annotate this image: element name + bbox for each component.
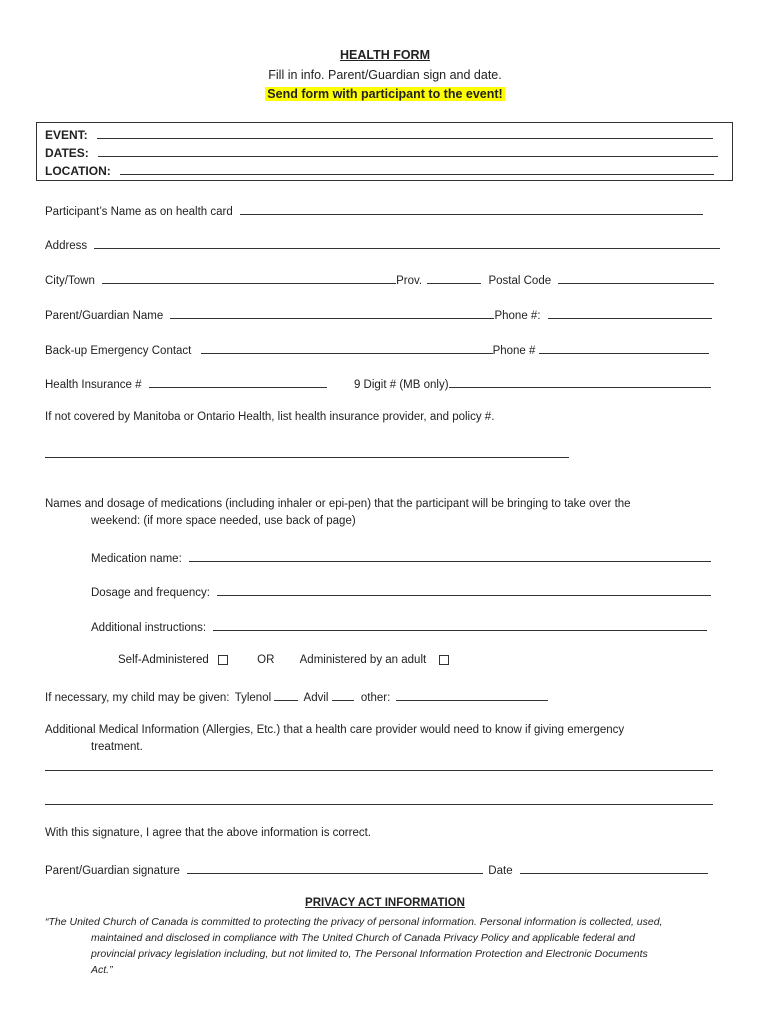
signature-field[interactable]	[187, 862, 483, 874]
dates-row	[45, 145, 718, 160]
dosage-field[interactable]	[217, 584, 711, 596]
signature-label: Parent/Guardian signature	[45, 865, 180, 877]
health-insurance-label: Health Insurance #	[45, 379, 142, 391]
or-label: OR	[257, 654, 275, 666]
form-instructions: Fill in info. Parent/Guardian sign and date.	[268, 68, 502, 82]
medication-name-label: Medication name:	[91, 553, 182, 565]
additional-instructions-label: Additional instructions:	[91, 622, 207, 634]
signature-agreement: With this signature, I agree that the above information is correct.	[45, 827, 371, 839]
advil-label: Advil	[303, 692, 329, 704]
location-label: LOCATION:	[45, 164, 111, 178]
dates-field[interactable]	[98, 145, 718, 157]
nine-digit-label: 9 Digit # (MB only)	[353, 379, 449, 391]
backup-contact-label: Back-up Emergency Contact	[45, 345, 192, 357]
address-field[interactable]	[94, 237, 720, 249]
other-field[interactable]	[396, 689, 548, 701]
city-row	[45, 272, 714, 287]
additional-info-row1	[45, 759, 713, 774]
otc-row	[45, 689, 548, 704]
additional-instructions-field[interactable]	[213, 619, 707, 631]
self-administered-label: Self-Administered	[118, 654, 209, 666]
participant-name-field[interactable]	[240, 203, 703, 215]
additional-instructions-row	[91, 619, 707, 634]
backup-contact-row	[45, 342, 709, 357]
send-form-notice	[0, 87, 770, 101]
nine-digit-field[interactable]	[449, 376, 711, 388]
advil-field[interactable]	[332, 689, 354, 701]
insurance-provider-row	[45, 446, 569, 461]
backup-phone-field[interactable]	[539, 342, 709, 354]
backup-contact-field[interactable]	[201, 342, 493, 354]
form-title: HEALTH FORM	[339, 48, 431, 62]
tylenol-field[interactable]	[274, 689, 298, 701]
guardian-phone-label: Phone #:	[494, 310, 541, 322]
adult-administered-label: Administered by an adult	[299, 654, 427, 666]
self-administered-checkbox[interactable]	[218, 655, 228, 665]
medication-name-field[interactable]	[189, 550, 711, 562]
medications-intro-line1: Names and dosage of medications (including inhaler or epi-pen) that the participant will be bringing to take over the	[45, 498, 631, 510]
prov-field[interactable]	[427, 272, 481, 284]
location-row	[45, 163, 714, 178]
location-field[interactable]	[120, 163, 714, 175]
address-row	[45, 237, 720, 252]
participant-name-label: Participant’s Name as on health card	[45, 206, 233, 218]
insurance-row	[45, 376, 711, 391]
other-label: other:	[360, 692, 391, 704]
participant-name-row	[45, 203, 703, 218]
dosage-row	[91, 584, 711, 599]
address-label: Address	[45, 240, 88, 252]
city-label: City/Town	[45, 275, 95, 287]
guardian-phone-field[interactable]	[548, 307, 712, 319]
event-row	[45, 127, 713, 142]
otc-label: If necessary, my child may be given:	[45, 692, 230, 704]
postal-code-field[interactable]	[558, 272, 714, 284]
administration-row	[118, 654, 449, 666]
event-field[interactable]	[97, 127, 713, 139]
city-field[interactable]	[102, 272, 396, 284]
privacy-line-1: “The United Church of Canada is committed to protecting the privacy of personal information. Personal information is collected, used,	[45, 916, 663, 928]
guardian-name-field[interactable]	[170, 307, 494, 319]
guardian-row	[45, 307, 712, 322]
date-label: Date	[488, 865, 513, 877]
privacy-statement	[45, 914, 735, 978]
additional-info-field-2[interactable]	[45, 793, 713, 805]
privacy-line-3: provincial privacy legislation including, but not limited to, The Personal Information Protection and Electronic Documents	[91, 948, 648, 960]
additional-info-line2: treatment.	[91, 741, 143, 753]
prov-label: Prov.	[396, 275, 423, 287]
backup-phone-label: Phone #	[492, 345, 536, 357]
date-field[interactable]	[520, 862, 708, 874]
signature-row	[45, 862, 708, 877]
medications-intro-line2: weekend: (if more space needed, use back of page)	[91, 515, 356, 527]
not-covered-text: If not covered by Manitoba or Ontario Health, list health insurance provider, and policy #.	[45, 411, 495, 423]
event-info-box	[36, 122, 733, 181]
privacy-line-2: maintained and disclosed in compliance with The United Church of Canada Privacy Policy and applicable federal and	[91, 932, 635, 944]
medication-name-row	[91, 550, 711, 565]
event-label: EVENT:	[45, 128, 88, 142]
dates-label: DATES:	[45, 146, 89, 160]
tylenol-label: Tylenol	[234, 692, 272, 704]
additional-info-row2	[45, 793, 713, 808]
additional-info-field-1[interactable]	[45, 759, 713, 771]
dosage-label: Dosage and frequency:	[91, 587, 210, 599]
adult-administered-checkbox[interactable]	[439, 655, 449, 665]
send-form-notice-text: Send form with participant to the event!	[267, 87, 503, 101]
additional-info-line1: Additional Medical Information (Allergies, Etc.) that a health care provider would need to know if giving emergency	[45, 724, 625, 736]
postal-code-label: Postal Code	[488, 275, 552, 287]
guardian-name-label: Parent/Guardian Name	[45, 310, 164, 322]
privacy-line-4: Act.”	[91, 964, 113, 976]
health-insurance-field[interactable]	[149, 376, 327, 388]
privacy-title: PRIVACY ACT INFORMATION	[305, 897, 465, 909]
insurance-provider-field[interactable]	[45, 446, 569, 458]
